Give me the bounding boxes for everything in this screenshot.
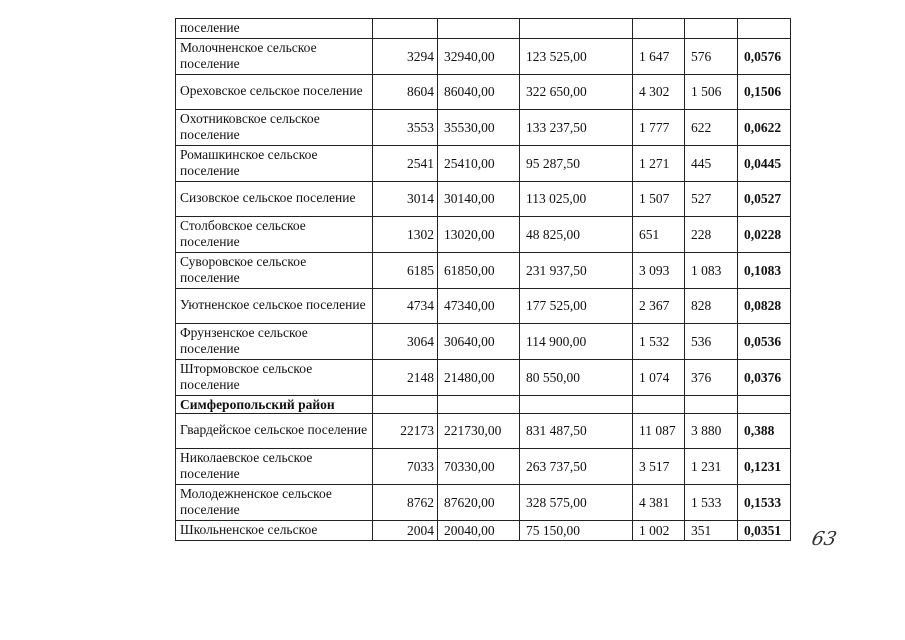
col-3-value: 322 650,00	[520, 74, 633, 109]
col-4-value: 3 093	[633, 252, 685, 288]
col-5-value: 527	[685, 181, 738, 216]
col-5-value: 445	[685, 145, 738, 181]
settlement-name: Ореховское сельское поселение	[176, 74, 373, 109]
col-3-value: 114 900,00	[520, 323, 633, 359]
col-2-value: 20040,00	[438, 520, 520, 540]
col-1-value: 2148	[373, 359, 438, 395]
col-3-value: 831 487,50	[520, 413, 633, 448]
col-2-value: 32940,00	[438, 38, 520, 74]
col-4-value: 11 087	[633, 413, 685, 448]
col-5-value: 576	[685, 38, 738, 74]
col-1-value: 8604	[373, 74, 438, 109]
col-1-value: 7033	[373, 448, 438, 484]
settlement-name-fragment: поселение	[176, 19, 373, 39]
col-5-value: 1 083	[685, 252, 738, 288]
col-3-value: 177 525,00	[520, 288, 633, 323]
settlement-name: Фрунзенское сельское поселение	[176, 323, 373, 359]
settlement-name: Охотниковское сельское поселение	[176, 109, 373, 145]
col-1-value: 2004	[373, 520, 438, 540]
col-5-value: 536	[685, 323, 738, 359]
col-4-value: 1 777	[633, 109, 685, 145]
col-4-value: 651	[633, 216, 685, 252]
col-2-value: 87620,00	[438, 484, 520, 520]
col-3-value: 95 287,50	[520, 145, 633, 181]
col-6-value: 0,0351	[738, 520, 791, 540]
col-2-value: 25410,00	[438, 145, 520, 181]
col-4-value: 1 271	[633, 145, 685, 181]
col-6-value: 0,388	[738, 413, 791, 448]
col-1-value: 3014	[373, 181, 438, 216]
col-6-value: 0,0228	[738, 216, 791, 252]
col-2-value: 30640,00	[438, 323, 520, 359]
settlement-name: Сизовское сельское поселение	[176, 181, 373, 216]
table-body	[176, 19, 791, 541]
table-row	[176, 520, 791, 540]
col-6-value: 0,0527	[738, 181, 791, 216]
col-5-value: 228	[685, 216, 738, 252]
col-5-value: 622	[685, 109, 738, 145]
col-3-value: 263 737,50	[520, 448, 633, 484]
col-5-value: 828	[685, 288, 738, 323]
settlement-name: Молодежненское сельское поселение	[176, 484, 373, 520]
col-5-value: 351	[685, 520, 738, 540]
settlement-name: Уютненское сельское поселение	[176, 288, 373, 323]
col-2-value: 35530,00	[438, 109, 520, 145]
table-row	[176, 413, 791, 448]
col-4-value: 1 532	[633, 323, 685, 359]
table-row	[176, 288, 791, 323]
col-3-value: 328 575,00	[520, 484, 633, 520]
col-6-value: 0,1231	[738, 448, 791, 484]
col-3-value: 231 937,50	[520, 252, 633, 288]
settlement-name: Ромашкинское сельское поселение	[176, 145, 373, 181]
data-table	[175, 18, 791, 541]
table-row	[176, 484, 791, 520]
col-1-value: 3064	[373, 323, 438, 359]
col-3-value: 75 150,00	[520, 520, 633, 540]
table-row-section	[176, 395, 791, 413]
col-1-value: 3294	[373, 38, 438, 74]
col-2-value: 47340,00	[438, 288, 520, 323]
settlement-name: Столбовское сельское поселение	[176, 216, 373, 252]
table-row-fragment	[176, 19, 791, 39]
col-6-value: 0,0622	[738, 109, 791, 145]
col-1-value: 6185	[373, 252, 438, 288]
col-2-value: 13020,00	[438, 216, 520, 252]
district-title: Симферопольский район	[176, 395, 373, 413]
col-1-value: 8762	[373, 484, 438, 520]
col-4-value: 2 367	[633, 288, 685, 323]
col-2-value: 221730,00	[438, 413, 520, 448]
col-2-value: 61850,00	[438, 252, 520, 288]
col-4-value: 1 002	[633, 520, 685, 540]
col-5-value: 3 880	[685, 413, 738, 448]
col-4-value: 3 517	[633, 448, 685, 484]
col-3-value: 80 550,00	[520, 359, 633, 395]
col-6-value: 0,1506	[738, 74, 791, 109]
settlement-name: Николаевское сельское поселение	[176, 448, 373, 484]
col-5-value: 1 231	[685, 448, 738, 484]
table-row	[176, 448, 791, 484]
settlement-name: Суворовское сельское поселение	[176, 252, 373, 288]
table-row	[176, 216, 791, 252]
col-6-value: 0,0445	[738, 145, 791, 181]
table-row	[176, 323, 791, 359]
col-6-value: 0,1533	[738, 484, 791, 520]
col-5-value: 376	[685, 359, 738, 395]
col-2-value: 30140,00	[438, 181, 520, 216]
col-4-value: 4 302	[633, 74, 685, 109]
settlement-name: Школьненское сельское	[176, 520, 373, 540]
col-6-value: 0,1083	[738, 252, 791, 288]
table-row	[176, 109, 791, 145]
settlement-name: Молочненское сельское поселение	[176, 38, 373, 74]
page-number: 63	[809, 528, 839, 550]
col-1-value: 2541	[373, 145, 438, 181]
col-2-value: 70330,00	[438, 448, 520, 484]
col-2-value: 86040,00	[438, 74, 520, 109]
col-1-value: 22173	[373, 413, 438, 448]
col-2-value: 21480,00	[438, 359, 520, 395]
col-1-value: 4734	[373, 288, 438, 323]
table-row	[176, 145, 791, 181]
col-5-value: 1 533	[685, 484, 738, 520]
table-row	[176, 181, 791, 216]
col-3-value: 133 237,50	[520, 109, 633, 145]
table-row	[176, 359, 791, 395]
table-row	[176, 38, 791, 74]
col-6-value: 0,0376	[738, 359, 791, 395]
table-row	[176, 74, 791, 109]
settlement-name: Гвардейское сельское поселение	[176, 413, 373, 448]
col-5-value: 1 506	[685, 74, 738, 109]
col-3-value: 113 025,00	[520, 181, 633, 216]
col-4-value: 1 647	[633, 38, 685, 74]
col-4-value: 1 507	[633, 181, 685, 216]
col-6-value: 0,0576	[738, 38, 791, 74]
col-1-value: 1302	[373, 216, 438, 252]
col-1-value: 3553	[373, 109, 438, 145]
col-4-value: 1 074	[633, 359, 685, 395]
col-3-value: 123 525,00	[520, 38, 633, 74]
col-6-value: 0,0536	[738, 323, 791, 359]
settlement-name: Штормовское сельское поселение	[176, 359, 373, 395]
col-3-value: 48 825,00	[520, 216, 633, 252]
col-6-value: 0,0828	[738, 288, 791, 323]
col-4-value: 4 381	[633, 484, 685, 520]
table-row	[176, 252, 791, 288]
